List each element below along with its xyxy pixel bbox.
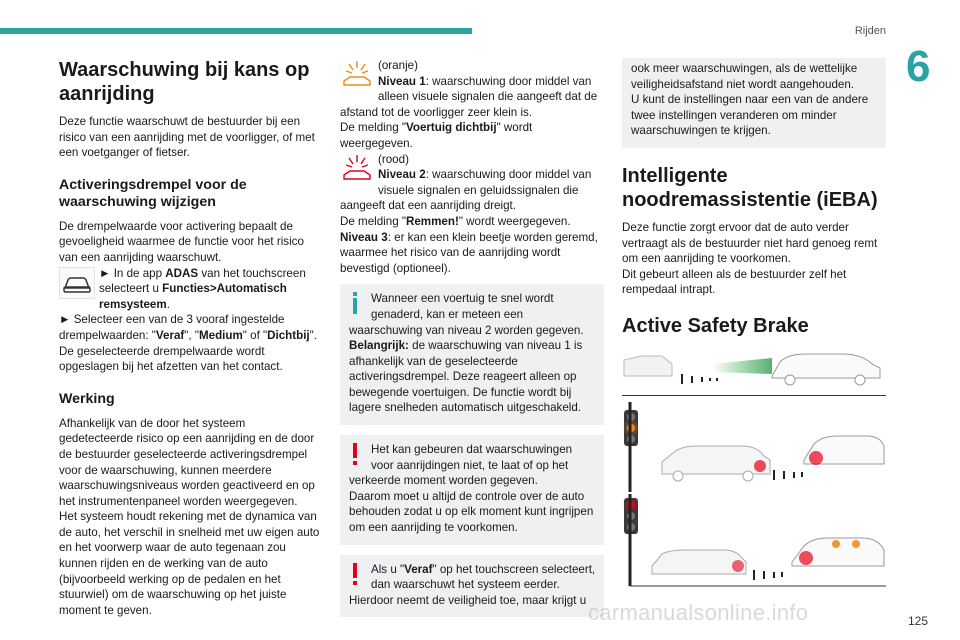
intro-paragraph: Deze functie waarschuwt de bestuurder bij een risico van een aanrijding met de voorligger, of met een voetganger of fietser. <box>59 115 315 160</box>
column-1 <box>59 58 321 618</box>
adas-step <box>59 266 321 313</box>
asb-illustration-1 <box>622 350 886 390</box>
watermark: carmanualsonline.info <box>588 600 809 625</box>
asb-illustration-3 <box>622 494 886 594</box>
warning-1-paragraph-2: Daarom moet u altijd de controle over de auto behouden zodat u op elk moment kunt ingrijpen om een aanrijding te voorkomen. <box>349 489 594 535</box>
column-3 <box>622 58 886 594</box>
werking-paragraph-1: Afhankelijk van de door het systeem gedetecteerde risico op een aanrijding en de door de bestuurder geselecteerde activeringsdrempel voor de waarschuwing, kunnen meerdere waarschuwingsniveaus worden geactiveerd en op het instrumentenpaneel worden weergegeven. <box>59 416 315 508</box>
collision-warning-red-icon <box>340 153 374 183</box>
step2-end: ". <box>309 328 317 342</box>
continued-warning-box <box>622 58 886 148</box>
warning-box-1 <box>340 435 604 545</box>
warning-box-2 <box>340 555 604 618</box>
werking-paragraph-2: Het systeem houdt rekening met de dynamica van de auto, het verschil in snelheid met uw eigen auto en het voorwerp waar de auto tegenaan zou kunnen rijden en de werking van de auto (bijvoorbeeld werking op de pedalen en het stuurwiel) om de waarschuwing op het juiste moment te geven. <box>59 510 320 617</box>
step1-end: . <box>166 297 170 311</box>
ieba-heading: Intelligente noodremassistentie (iEBA) <box>622 164 878 211</box>
level-2-message: Remmen! <box>405 214 459 228</box>
asb-heading: Active Safety Brake <box>622 314 809 337</box>
section-title: Waarschuwing bij kans op aanrijding <box>59 59 310 105</box>
asb-illustration-2 <box>622 402 886 494</box>
level-2-msg-prefix: De melding " <box>340 214 406 228</box>
level-3-text: : er kan een klein beetje worden geremd, waarmee het risico van de aanrijding wordt bevestigd (optioneel). <box>340 230 598 275</box>
level-1-msg-prefix: De melding " <box>340 121 406 135</box>
level-1-text: : waarschuwing door middel van alleen visuele signalen die aangeeft dat de afstand tot de voorligger zeer klein is. <box>340 74 598 119</box>
option-far: Veraf <box>155 328 185 342</box>
collision-warning-orange-icon <box>340 59 374 89</box>
warning-icon <box>349 563 361 589</box>
info-box <box>340 284 604 425</box>
level-3-label: Niveau 3 <box>340 230 388 244</box>
level-2-text: : waarschuwing door middel van visuele signalen en geluidssignalen die aangeeft dat een aanrijding dreigt. <box>340 168 592 213</box>
warning-2-text: " op het touchscreen selecteert, dan waarschuwt het systeem eerder. Hierdoor neemt de veiligheid toe, maar krijgt u <box>349 562 596 607</box>
step3-paragraph: De geselecteerde drempelwaarde wordt opgeslagen bij het afzetten van het contact. <box>59 344 283 374</box>
info-paragraph-2: de waarschuwing van niveau 1 is afhankelijk van de geselecteerde activeringsdrempel. Deze reageert alleen op bewegende voertuigen. De functie wordt bij lagere snelheden automatisch uitgeschakeld. <box>349 339 583 415</box>
option-near: Dichtbij <box>267 328 310 342</box>
step1-prefix: ► In de app <box>99 266 166 280</box>
warning-1-paragraph-1: Het kan gebeuren dat waarschuwingen voor aanrijdingen niet, te laat of op het verkeerde moment worden gegeven. <box>349 443 573 488</box>
level-1-color: (oranje) <box>378 59 418 72</box>
ieba-paragraph-1: Deze functie zorgt ervoor dat de auto verder vertraagt als de bestuurder niet hard genoeg remt om een aanrijding te voorkomen. <box>622 220 878 266</box>
warning-icon <box>349 443 361 469</box>
continued-paragraph-2: U kunt de instellingen naar een van de andere twee instellingen veranderen om minder waarschuwingen te krijgen. <box>631 93 869 138</box>
step1-menu-path: Functies>Automatisch remsysteem <box>99 282 287 311</box>
level-2-block <box>340 152 604 230</box>
step2-prefix: ► Selecteer een van de 3 vooraf ingestelde drempelwaarden: " <box>59 313 285 342</box>
section-name: Rijden <box>854 25 886 37</box>
header-accent-bar <box>0 28 472 34</box>
threshold-paragraph: De drempelwaarde voor activering bepaalt de gevoeligheid waarmee de functie voor het risico van een aanrijding waarschuwt. <box>59 219 304 264</box>
threshold-heading: Activeringsdrempel voor de waarschuwing wijzigen <box>59 176 247 210</box>
level-2-msg-end: " wordt weergegeven. <box>458 214 571 228</box>
step2-sep1: ", " <box>184 328 199 342</box>
car-icon <box>59 267 95 299</box>
level-2-label: Niveau 2 <box>378 168 426 182</box>
info-important-label: Belangrijk: <box>349 339 409 353</box>
chapter-number: 6 <box>906 42 931 91</box>
level-2-color: (rood) <box>378 152 409 166</box>
step2-sep2: " of " <box>242 328 268 342</box>
warning-2-prefix: Als u " <box>371 562 405 576</box>
step1-app: ADAS <box>165 266 199 280</box>
level-1-message: Voertuig dichtbij <box>405 121 497 135</box>
level-1-msg-end: " wordt weergegeven. <box>340 121 533 150</box>
option-medium: Medium <box>198 328 243 342</box>
ieba-paragraph-2: Dit gebeurt alleen als de bestuurder zelf het rempedaal intrapt. <box>622 267 847 297</box>
level-1-block <box>340 58 604 152</box>
continued-paragraph-1: ook meer waarschuwingen, als de wettelijke veiligheidsafstand niet wordt aangehouden. <box>631 62 858 91</box>
page-number: 125 <box>907 614 928 628</box>
warning-2-option: Veraf <box>404 562 433 576</box>
werking-heading: Werking <box>59 390 115 407</box>
info-paragraph-1: Wanneer een voertuig te snel wordt genaderd, kan er meteen een waarschuwing van niveau 2 worden gegeven. <box>349 292 584 337</box>
level-1-label: Niveau 1 <box>378 74 426 88</box>
column-2 <box>340 58 604 617</box>
info-icon <box>349 292 361 318</box>
step1-middle: van het touchscreen selecteert u <box>99 266 306 296</box>
